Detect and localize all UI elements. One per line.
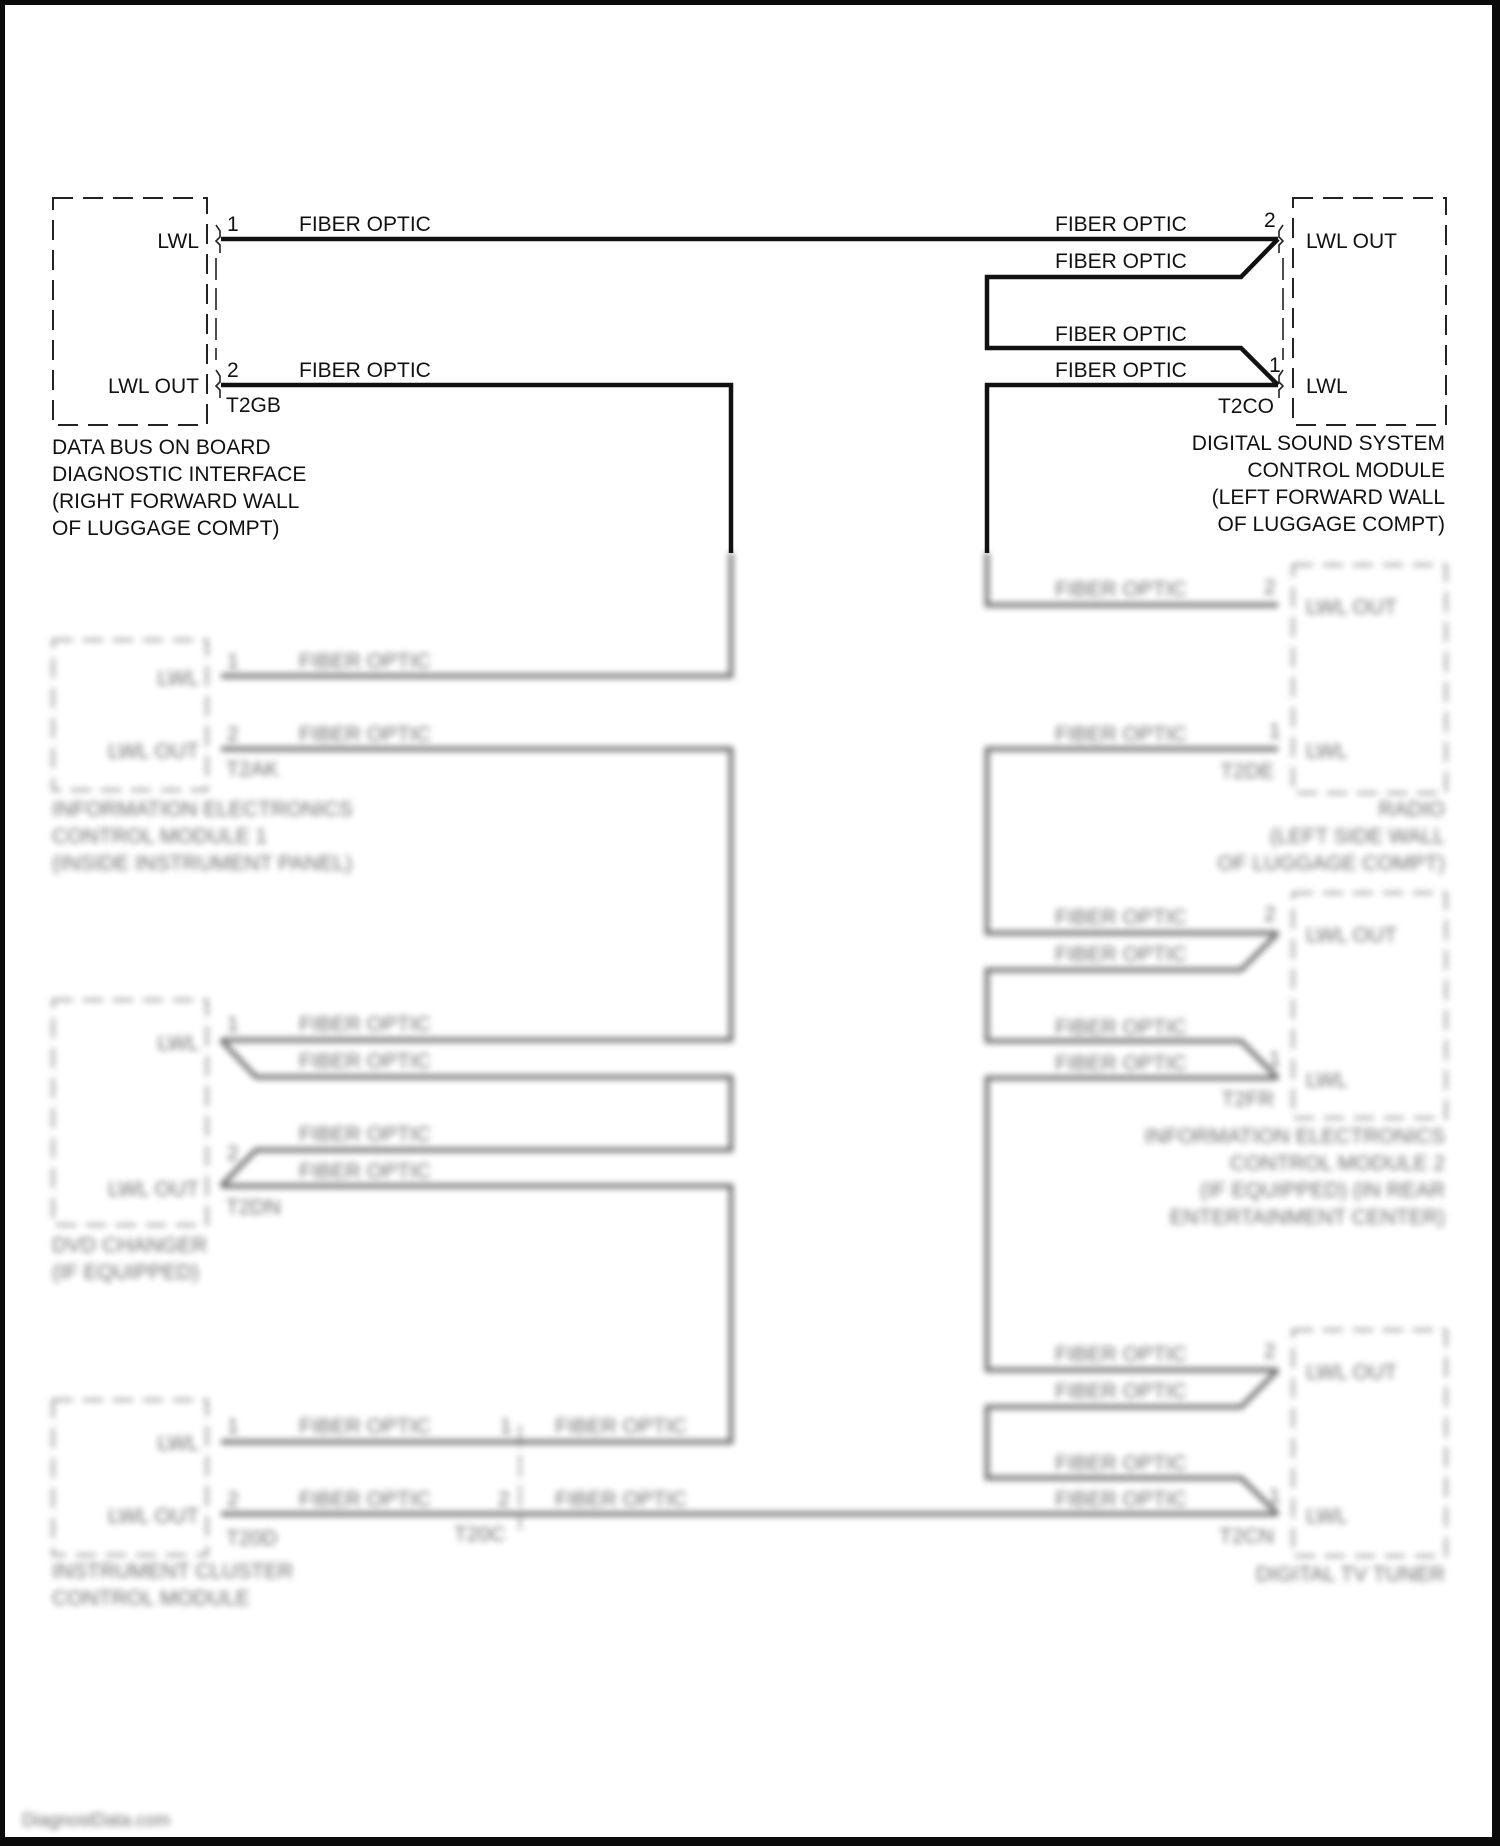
blurred-lower-section xyxy=(22,553,1446,1830)
iecm1-caption-line-1: INFORMATION ELECTRONICS xyxy=(52,798,353,821)
radio-pin-2-name: LWL OUT xyxy=(1306,596,1398,619)
dvd-caption-line-2: (IF EQUIPPED) xyxy=(52,1261,200,1284)
wire-label: FIBER OPTIC xyxy=(299,359,431,382)
iecm1-box xyxy=(53,640,207,790)
dss-caption-line-2: CONTROL MODULE xyxy=(1247,459,1445,482)
iecm1-pin-2-number: 2 xyxy=(227,723,239,746)
wire-label: FIBER OPTIC xyxy=(299,213,431,236)
cluster-caption-line-2: CONTROL MODULE xyxy=(52,1587,250,1610)
inline-pin-1: 1 xyxy=(500,1415,512,1438)
radio-caption-line-1: RADIO xyxy=(1378,798,1445,821)
cluster-pin-1-number: 1 xyxy=(227,1415,239,1438)
tv-pin-1-name: LWL xyxy=(1306,1505,1348,1528)
instrument-cluster-component xyxy=(52,1400,687,1610)
obd-connector-id: T2GB xyxy=(226,394,281,417)
radio-component xyxy=(1055,565,1446,875)
wire-label: FIBER OPTIC xyxy=(299,723,431,746)
obd-caption-line-3: (RIGHT FORWARD WALL xyxy=(52,490,300,513)
iecm1-caption-line-2: CONTROL MODULE 1 xyxy=(52,825,268,848)
cluster-pin-2-number: 2 xyxy=(227,1488,239,1511)
watermark: DiagnostData.com xyxy=(22,1810,171,1830)
radio-pin-2-number: 2 xyxy=(1264,576,1276,599)
wire-label: FIBER OPTIC xyxy=(555,1415,687,1438)
wire-label: FIBER OPTIC xyxy=(1055,906,1187,929)
dss-pin-1-name: LWL xyxy=(1306,375,1348,398)
dss-connector-id: T2CO xyxy=(1217,395,1274,418)
dss-caption-line-1: DIGITAL SOUND SYSTEM xyxy=(1191,432,1445,455)
dvd-pin-2-number: 2 xyxy=(227,1142,239,1165)
dvd-caption-line-1: DVD CHANGER xyxy=(52,1234,208,1257)
tv-pin-1-number: 1 xyxy=(1269,1485,1281,1508)
wire-label: FIBER OPTIC xyxy=(1055,250,1187,273)
wire-label: FIBER OPTIC xyxy=(1055,1488,1187,1511)
pin-2-connector-icon xyxy=(216,370,220,398)
obd-pin-2-number: 2 xyxy=(227,359,239,382)
inline-connector-id: T20C xyxy=(454,1523,506,1546)
dvd-connector-id: T2DN xyxy=(226,1196,281,1219)
dss-caption-line-4: OF LUGGAGE COMPT) xyxy=(1217,513,1445,536)
obd-caption-line-4: OF LUGGAGE COMPT) xyxy=(52,517,280,540)
iecm2-caption-line-4: ENTERTAINMENT CENTER) xyxy=(1169,1206,1445,1229)
digital-sound-component xyxy=(1192,198,1446,536)
iecm1-pin-1-number: 1 xyxy=(227,650,239,673)
wire-label: FIBER OPTIC xyxy=(1055,213,1187,236)
dvd-changer-component xyxy=(52,1000,431,1284)
cluster-pin-1-name: LWL xyxy=(157,1432,199,1455)
radio-pin-1-name: LWL xyxy=(1306,740,1348,763)
iecm2-connector-id: T2FR xyxy=(1221,1088,1274,1111)
obd-interface-component xyxy=(52,198,306,540)
iecm2-pin-2-name: LWL OUT xyxy=(1306,924,1398,947)
dvd-pin-2-name: LWL OUT xyxy=(107,1178,199,1201)
inline-pin-2: 2 xyxy=(498,1488,510,1511)
wire-label: FIBER OPTIC xyxy=(1055,1052,1187,1075)
obd-caption-line-2: DIAGNOSTIC INTERFACE xyxy=(52,463,307,486)
radio-connector-id: T2DE xyxy=(1220,760,1274,783)
top-wires xyxy=(221,213,1278,553)
wire-label: FIBER OPTIC xyxy=(1055,578,1187,601)
pin-2-connector-icon xyxy=(1279,225,1283,253)
dss-pin-2-number: 2 xyxy=(1264,209,1276,232)
dss-pin-2-name: LWL OUT xyxy=(1306,230,1398,253)
iecm2-caption-line-2: CONTROL MODULE 2 xyxy=(1229,1152,1445,1175)
wire-to-iecm1-lwl xyxy=(221,553,731,676)
dvd-pin-1-name: LWL xyxy=(157,1032,199,1055)
pin-1-connector-icon xyxy=(216,225,220,253)
tv-pin-2-name: LWL OUT xyxy=(1306,1361,1398,1384)
dss-pin-1-number: 1 xyxy=(1269,354,1281,377)
dss-caption-line-3: (LEFT FORWARD WALL xyxy=(1211,486,1445,509)
wire-label: FIBER OPTIC xyxy=(299,1013,431,1036)
iecm2-caption-line-3: (IF EQUIPPED) (IN REAR xyxy=(1199,1179,1445,1202)
iecm1-pin-1-name: LWL xyxy=(157,667,199,690)
cluster-caption-line-1: INSTRUMENT CLUSTER xyxy=(52,1560,294,1583)
tv-connector-id: T2CN xyxy=(1219,1525,1274,1548)
iecm2-pin-2-number: 2 xyxy=(1264,903,1276,926)
wire-label: FIBER OPTIC xyxy=(555,1488,687,1511)
wire-label: FIBER OPTIC xyxy=(299,650,431,673)
radio-caption-line-3: OF LUGGAGE COMPT) xyxy=(1217,852,1445,875)
iecm1-caption-line-3: (INSIDE INSTRUMENT PANEL) xyxy=(52,852,353,875)
cluster-box xyxy=(53,1400,207,1555)
wire-iecm1-out-to-dvd xyxy=(221,749,731,1040)
wire-label: FIBER OPTIC xyxy=(1055,1452,1187,1475)
obd-pin-2-name: LWL OUT xyxy=(107,375,199,398)
iecm2-pin-1-name: LWL xyxy=(1306,1069,1348,1092)
obd-pin-1-number: 1 xyxy=(227,213,239,236)
radio-pin-1-number: 1 xyxy=(1269,720,1281,743)
cluster-connector-id: T20D xyxy=(226,1527,278,1550)
wire-label: FIBER OPTIC xyxy=(1055,723,1187,746)
tv-caption-line-1: DIGITAL TV TUNER xyxy=(1255,1563,1445,1586)
wire-label: FIBER OPTIC xyxy=(1055,359,1187,382)
wire-label: FIBER OPTIC xyxy=(299,1488,431,1511)
iecm2-component xyxy=(1055,893,1446,1229)
obd-caption-line-1: DATA BUS ON BOARD xyxy=(52,436,271,459)
wire-label: FIBER OPTIC xyxy=(1055,323,1187,346)
iecm2-pin-1-number: 1 xyxy=(1269,1048,1281,1071)
wire-label: FIBER OPTIC xyxy=(1055,1343,1187,1366)
wire-dvd-loop xyxy=(221,1040,731,1186)
dvd-pin-1-number: 1 xyxy=(227,1013,239,1036)
wire-label: FIBER OPTIC xyxy=(299,1123,431,1146)
cluster-pin-2-name: LWL OUT xyxy=(107,1505,199,1528)
wire-label: FIBER OPTIC xyxy=(1055,1016,1187,1039)
radio-caption-line-2: (LEFT SIDE WALL xyxy=(1269,825,1445,848)
iecm1-pin-2-name: LWL OUT xyxy=(107,740,199,763)
wire-label: FIBER OPTIC xyxy=(299,1050,431,1073)
wire-label: FIBER OPTIC xyxy=(299,1160,431,1183)
wire-label: FIBER OPTIC xyxy=(1055,1380,1187,1403)
obd-pin-1-name: LWL xyxy=(157,230,199,253)
wire-dvd-out-to-cluster xyxy=(221,1186,731,1442)
iecm1-connector-id: T2AK xyxy=(226,758,279,781)
wire-label: FIBER OPTIC xyxy=(299,1415,431,1438)
tv-pin-2-number: 2 xyxy=(1264,1340,1276,1363)
wire-label: FIBER OPTIC xyxy=(1055,943,1187,966)
iecm2-caption-line-1: INFORMATION ELECTRONICS xyxy=(1144,1125,1445,1148)
